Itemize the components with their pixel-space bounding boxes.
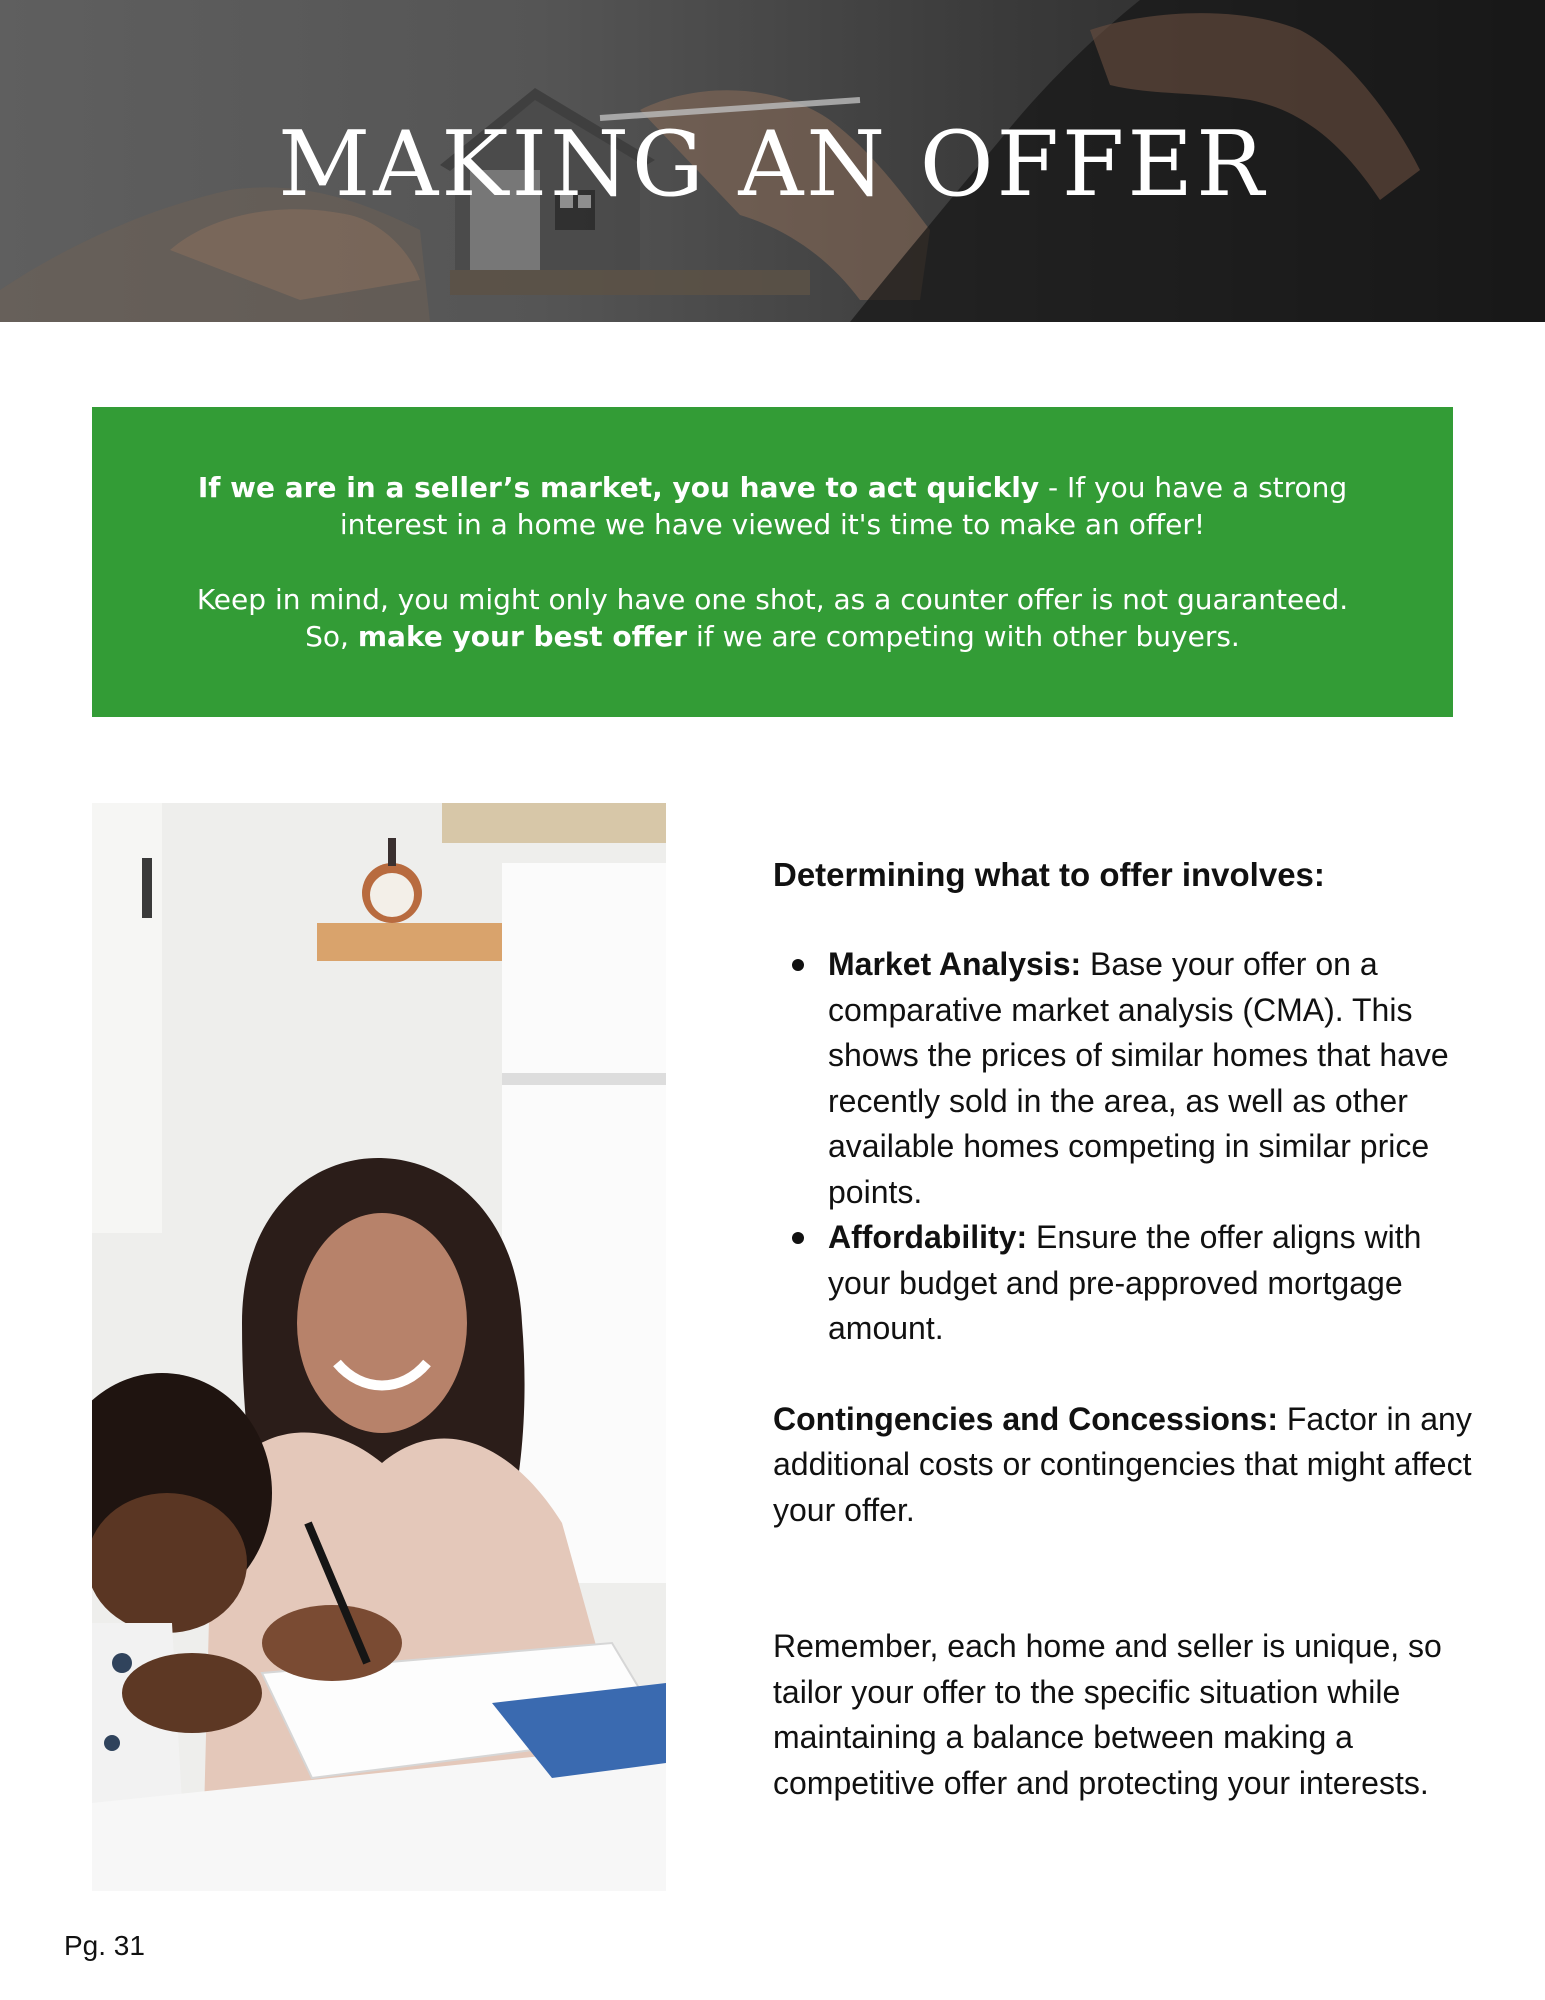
callout-text-2a: Keep in mind, you might only have one shot, as a counter offer is not guaranteed. So, [196, 583, 1349, 653]
list-item-market-analysis [773, 942, 1473, 1215]
callout-emphasis-best-offer: make your best offer [357, 620, 688, 653]
list-item-text: Base your offer on a comparative market analysis (CMA). This shows the prices of similar homes that have recently sold in the area, as well as other available homes competing in similar price points. [828, 946, 1449, 1210]
couple-signing-photo [92, 803, 666, 1891]
closing-paragraph: Remember, each home and seller is unique, so tailor your offer to the specific situation while maintaining a balance between making a competitive offer and protecting your interests. [773, 1628, 1442, 1801]
header-banner [0, 0, 1545, 322]
list-item-text: Ensure the offer aligns with your budget and pre-approved mortgage amount. [828, 1219, 1422, 1346]
contingencies-text: Factor in any additional costs or contingencies that might affect your offer. [773, 1400, 1472, 1528]
page-number: Pg. 31 [64, 1930, 145, 1961]
bullet-icon [792, 1232, 804, 1244]
bullet-icon [792, 959, 804, 971]
list-item-affordability [773, 1215, 1473, 1352]
callout-emphasis-act-quickly: If we are in a seller’s market, you have to act quickly [197, 471, 1040, 504]
callout-paragraph-2 [173, 581, 1373, 655]
list-item-label: Market Analysis: [828, 946, 1082, 982]
offer-factors-list [773, 942, 1473, 1352]
contingencies-label: Contingencies and Concessions: [773, 1400, 1278, 1437]
callout-text-1: - If you have a strong interest in a home we have viewed it's time to make an offer! [339, 471, 1348, 541]
section-heading: Determining what to offer involves: [773, 856, 1325, 893]
offer-guidance [773, 852, 1473, 1806]
market-callout [92, 407, 1453, 717]
page-title: MAKING AN OFFER [278, 112, 1267, 217]
contingencies-paragraph [773, 1397, 1473, 1534]
callout-paragraph-1 [173, 469, 1373, 543]
list-item-label: Affordability: [828, 1219, 1028, 1255]
callout-text-2b: if we are competing with other buyers. [687, 620, 1240, 653]
